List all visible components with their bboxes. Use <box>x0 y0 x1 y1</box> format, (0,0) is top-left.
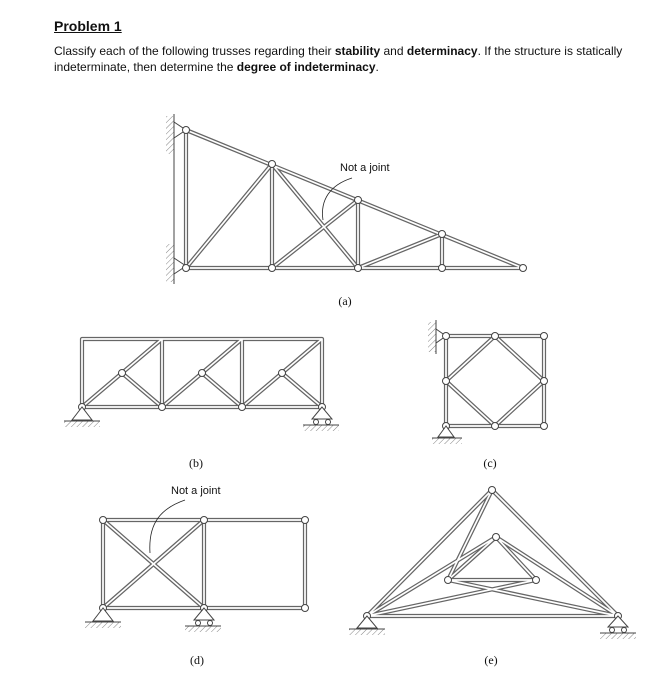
not-a-joint-leader <box>322 178 352 220</box>
ground-hatch-c <box>432 438 462 444</box>
ground-hatch-right-d <box>185 626 221 632</box>
caption-e: (e) <box>484 653 498 667</box>
truss-c <box>428 320 548 470</box>
ground-hatch-left-d <box>85 622 121 628</box>
caption-b: (b) <box>189 456 203 470</box>
problem-title: Problem 1 <box>54 18 122 34</box>
not-a-joint-leader-d <box>150 500 185 553</box>
problem-instructions: Classify each of the following trusses regarding their stability and determinacy. If the structure is statically indeterminate, then determine the degree of indeterminacy. <box>54 44 623 74</box>
caption-d: (d) <box>190 653 204 667</box>
truss-c-joints <box>443 333 548 430</box>
not-a-joint-label-d: Not a joint <box>171 485 221 497</box>
caption-a: (a) <box>338 294 352 308</box>
truss-e-joints <box>364 487 622 620</box>
truss-e <box>349 487 636 668</box>
truss-b <box>64 339 339 470</box>
not-a-joint-label-a: Not a joint <box>340 162 390 174</box>
caption-c: (c) <box>483 456 497 470</box>
ground-hatch-left <box>64 421 100 427</box>
ground-hatch-right <box>303 425 339 431</box>
wall-hatch-bottom <box>166 244 174 282</box>
truss-b-joints <box>79 370 326 411</box>
truss-d <box>85 485 309 667</box>
ground-hatch-right-e <box>600 633 636 639</box>
wall-hatch-c <box>428 322 436 352</box>
truss-c-members <box>446 336 544 426</box>
truss-d-members <box>103 520 305 608</box>
truss-e-members <box>367 490 618 616</box>
truss-a <box>166 114 527 308</box>
ground-hatch-left-e <box>349 629 385 635</box>
wall-hatch-top <box>166 116 174 154</box>
